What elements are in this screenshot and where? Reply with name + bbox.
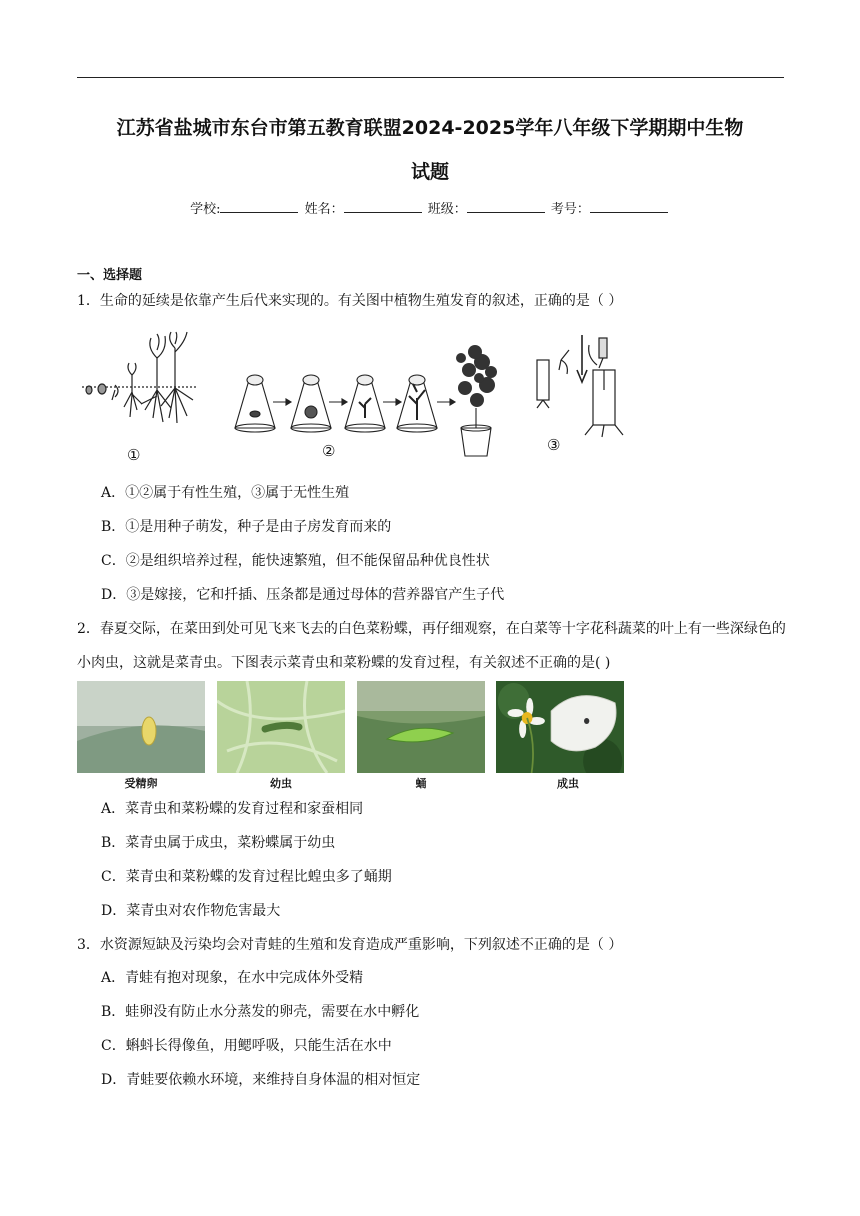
egg-photo — [77, 681, 205, 773]
name-label: 姓名： — [304, 202, 344, 217]
adult-butterfly-photo — [496, 681, 624, 773]
plant-reproduction-figure — [77, 330, 637, 470]
school-label: 学校: — [190, 202, 221, 217]
question-3-option-a: A．青蛙有抱对现象，在水中完成体外受精 — [101, 970, 364, 986]
caption-pupa: 蛹 — [415, 777, 427, 790]
caption-egg: 受精卵 — [124, 777, 158, 790]
question-1-option-a: A．①②属于有性生殖，③属于无性生殖 — [101, 485, 350, 501]
question-2-option-b: B．菜青虫属于成虫，菜粉蝶属于幼虫 — [101, 835, 336, 851]
caption-adult: 成虫 — [557, 777, 579, 790]
name-blank — [344, 200, 422, 213]
larva-photo — [217, 681, 345, 773]
figure-label-1: ① — [127, 446, 141, 464]
question-3-option-d: D．青蛙要依赖水环境，来维持自身体温的相对恒定 — [101, 1072, 421, 1088]
question-1-option-b: B．①是用种子萌发，种子是由子房发育而来的 — [101, 519, 392, 535]
question-3-stem: 3．水资源短缺及污染均会对青蛙的生殖和发育造成严重影响，下列叙述不正确的是（ ） — [77, 937, 623, 953]
header-rule — [77, 77, 784, 78]
page-title-continued: 试题 — [410, 161, 449, 183]
pupa-photo — [357, 681, 485, 773]
school-blank — [220, 200, 298, 213]
potted-plant-foliage — [456, 345, 497, 407]
question-2-option-c: C．菜青虫和菜粉蝶的发育过程比蝗虫多了蛹期 — [101, 869, 392, 885]
question-2-option-d: D．菜青虫对农作物危害最大 — [101, 903, 281, 919]
question-2-option-a: A．菜青虫和菜粉蝶的发育过程和家蚕相同 — [101, 801, 364, 817]
question-3-option-c: C．蝌蚪长得像鱼，用鳃呼吸，只能生活在水中 — [101, 1038, 392, 1054]
figure-label-3: ③ — [547, 436, 561, 454]
question-2-stem: 2．春夏交际，在菜田到处可见飞来飞去的白色菜粉蝶，再仔细观察，在白菜等十字花科蔬菜的叶上有一些深绿色的小肉虫，这就是菜青虫。下图表示菜青虫和菜粉蝶的发育过程，有关叙述不正确的是( ) — [77, 621, 786, 671]
question-1-option-c: C．②是组织培养过程，能快速繁殖，但不能保留品种优良性状 — [101, 553, 490, 569]
question-1-stem: 1．生命的延续是依靠产生后代来实现的。有关图中植物生殖发育的叙述，正确的是（ ） — [77, 293, 623, 309]
seed-germination-drawing — [82, 332, 197, 423]
section-title: 一、选择题 — [77, 268, 143, 283]
student-info-line — [0, 198, 860, 217]
exam-number-label: 考号： — [550, 202, 590, 217]
grafting-drawing — [537, 335, 623, 437]
figure-label-2: ② — [322, 442, 336, 460]
exam-number-blank — [590, 200, 668, 213]
caption-larva: 幼虫 — [270, 777, 292, 790]
question-1-option-d: D．③是嫁接，它和扦插、压条都是通过母体的营养器官产生子代 — [101, 587, 505, 603]
class-blank — [467, 200, 545, 213]
tissue-culture-drawing — [235, 375, 491, 456]
class-label: 班级： — [427, 202, 467, 217]
page-title: 江苏省盐城市东台市第五教育联盟2024-2025学年八年级下学期期中生物 — [116, 117, 744, 139]
butterfly-development-photos — [77, 681, 647, 791]
question-3-option-b: B．蛙卵没有防止水分蒸发的卵壳，需要在水中孵化 — [101, 1004, 420, 1020]
